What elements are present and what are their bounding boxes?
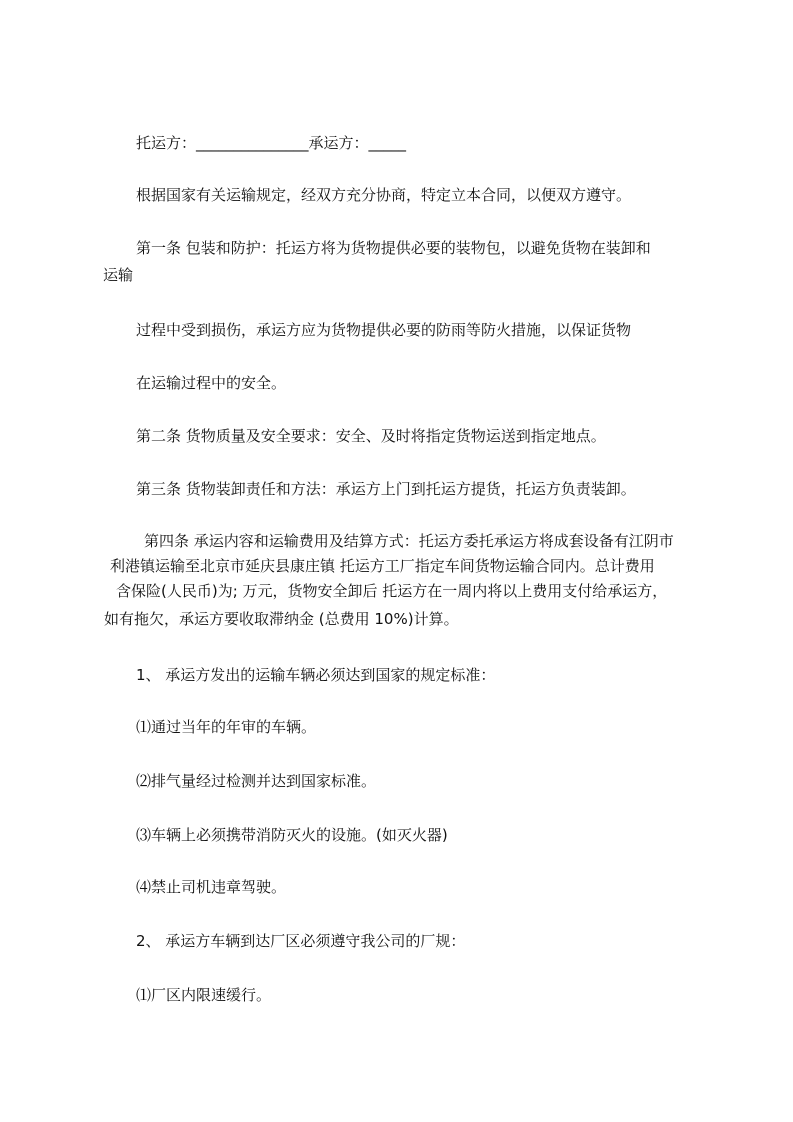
item1-sub1: ⑴通过当年的年审的车辆。 xyxy=(136,718,317,736)
item2-sub1: ⑴厂区内限速缓行。 xyxy=(136,986,272,1004)
parties-line xyxy=(136,132,406,154)
article4-line1: 第四条 承运内容和运输费用及结算方式：托运方委托承运方将成套设备有江阴市 xyxy=(144,532,674,550)
intro-paragraph: 根据国家有关运输规定，经双方充分协商，特定立本合同，以便双方遵守。 xyxy=(136,186,632,204)
shipper-label: 托运方： xyxy=(136,134,197,152)
article4-line4: 如有拖欠，承运方要收取滞纳金 (总费用 10%)计算。 xyxy=(104,610,459,628)
article2: 第二条 货物质量及安全要求：安全、及时将指定货物运送到指定地点。 xyxy=(136,427,606,445)
article3: 第三条 货物装卸责任和方法：承运方上门到托运方提货，托运方负责装卸。 xyxy=(136,480,636,498)
article1-line1: 第一条 包装和防护：托运方将为货物提供必要的装物包，以避免货物在装卸和 xyxy=(136,239,651,257)
item2-heading: 2、 承运方车辆到达厂区必须遵守我公司的厂规： xyxy=(136,932,466,950)
item1-sub4: ⑷禁止司机违章驾驶。 xyxy=(136,878,287,896)
item1-sub3: ⑶车辆上必须携带消防灭火的设施。(如灭火器) xyxy=(136,826,448,844)
article4-line2: 利港镇运输至北京市延庆县康庄镇 托运方工厂指定车间货物运输合同内。总计费用 xyxy=(110,557,655,575)
article1-line4: 在运输过程中的安全。 xyxy=(136,374,287,392)
article1-line3: 过程中受到损伤，承运方应为货物提供必要的防雨等防火措施，以保证货物 xyxy=(136,321,632,339)
carrier-label: 承运方： xyxy=(308,134,369,152)
article4-line3: 含保险(人民币)为; 万元，货物安全卸后 托运方在一周内将以上费用支付给承运方， xyxy=(116,582,668,600)
shipper-blank: _______________ xyxy=(196,134,309,152)
item1-sub2: ⑵排气量经过检测并达到国家标准。 xyxy=(136,772,377,790)
carrier-blank: _____ xyxy=(368,134,407,152)
article1-line2: 运输 xyxy=(103,266,134,284)
item1-heading: 1、 承运方发出的运输车辆必须达到国家的规定标准： xyxy=(136,666,496,684)
